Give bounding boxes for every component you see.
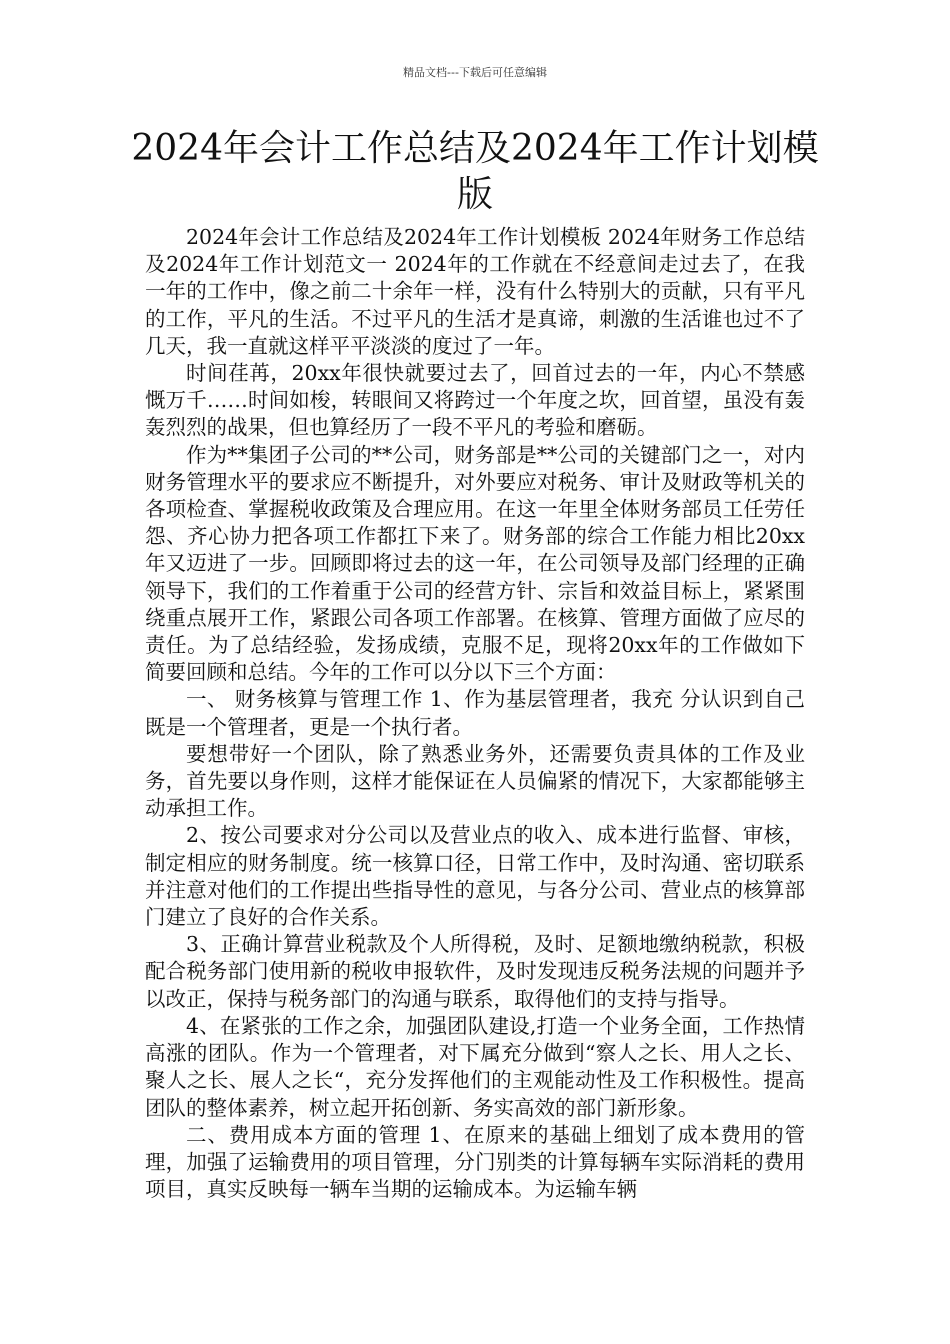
paragraph: 时间荏苒，20xx年很快就要过去了，回首过去的一年，内心不禁感慨万千……时间如梭，转眼间又将跨过一个年度之坎，回首望，虽没有轰轰烈烈的战果，但也算经历了一段不平凡的考验和磨砺。 — [145, 361, 805, 440]
paragraph: 3、正确计算营业税款及个人所得税，及时、足额地缴纳税款，积极配合税务部门使用新的税收申报软件，及时发现违反税务法规的问题并予以改正，保持与税务部门的沟通与联系，取得他们的支持与指导。 — [145, 932, 805, 1011]
paragraph: 4、在紧张的工作之余，加强团队建设,打造一个业务全面，工作热情高涨的团队。作为一个管理者，对下属充分做到“察人之长、用人之长、聚人之长、展人之长“，充分发挥他们的主观能动性及工作积极性。提高团队的整体素养，树立起开拓创新、务实高效的部门新形象。 — [145, 1013, 805, 1120]
paragraph: 要想带好一个团队，除了熟悉业务外，还需要负责具体的工作及业务，首先要以身作则，这样才能保证在人员偏紧的情况下，大家都能够主动承担工作。 — [145, 741, 805, 821]
paragraph: 2024年会计工作总结及2024年工作计划模板 2024年财务工作总结及2024年工作计划范文一 2024年的工作就在不经意间走过去了，在我一年的工作中，像之前二十余年一样，没有什么特别大的贡献，只有平凡的工作，平凡的生活。不过平凡的生活才是真谛，刺激的生活谁也过不了几天，我一直就这样平平淡淡的度过了一年。 — [145, 225, 805, 358]
paragraph: 一、 财务核算与管理工作 1、作为基层管理者，我充 分认识到自己既是一个管理者，更是一个执行者。 — [145, 687, 805, 739]
paragraph: 作为**集团子公司的**公司，财务部是**公司的关键部门之一，对内财务管理水平的要求应不断提升，对外要应对税务、审计及财政等机关的各项检查、掌握税收政策及合理应用。在这一年里全体财务部员工任劳任怨、齐心协力把各项工作都扛下来了。财务部的综合工作能力相比20xx年又迈进了一步。回顾即将过去的这一年，在公司领导及部门经理的正确领导下，我们的工作着重于公司的经营方针、宗旨和效益目标上，紧紧围绕重点展开工作，紧跟公司各项工作部署。在核算、管理方面做了应尽的责任。为了总结经验，发扬成绩，克服不足，现将20xx年的工作做如下简要回顾和总结。今年的工作可以分以下三个方面： — [145, 442, 805, 685]
paragraph: 二、费用成本方面的管理 1、在原来的基础上细划了成本费用的管理，加强了运输费用的项目管理，分门别类的计算每辆车实际消耗的费用项目，真实反映每一辆车当期的运输成本。为运输车辆 — [145, 1122, 805, 1202]
paragraph: 2、按公司要求对分公司以及营业点的收入、成本进行监督、审核，制定相应的财务制度。统一核算口径，日常工作中，及时沟通、密切联系并注意对他们的工作提出些指导性的意见，与各分公司、营业点的核算部门建立了良好的合作关系。 — [145, 823, 805, 930]
document-title: 2024年会计工作总结及2024年工作计划模版 — [131, 128, 819, 215]
page-header: 精品文档---下载后可任意编辑 — [403, 66, 547, 79]
document-body — [145, 224, 805, 1203]
